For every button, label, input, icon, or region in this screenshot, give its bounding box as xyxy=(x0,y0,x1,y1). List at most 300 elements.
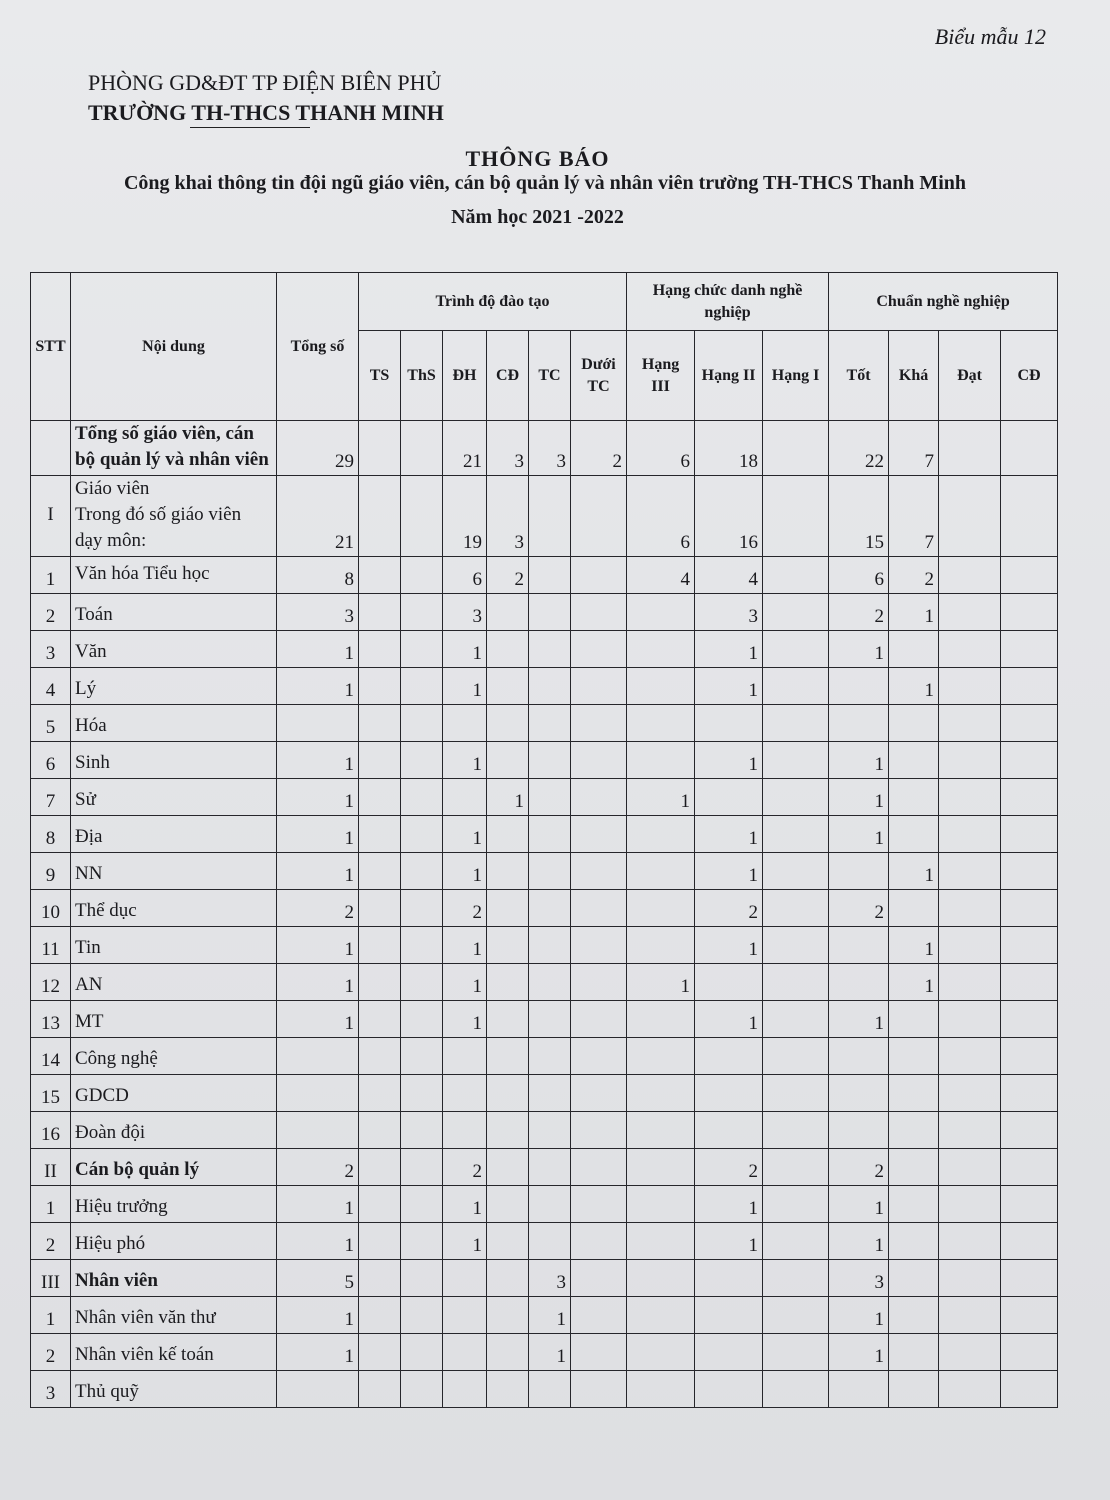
row-value xyxy=(401,927,443,964)
row-value: 1 xyxy=(277,1297,359,1334)
row-label: Văn hóa Tiểu học xyxy=(71,557,277,594)
row-value xyxy=(829,853,889,890)
row-value xyxy=(889,1334,939,1371)
row-value xyxy=(359,853,401,890)
row-value xyxy=(627,1371,695,1408)
row-value xyxy=(359,742,401,779)
row-value xyxy=(889,779,939,816)
row-value: 1 xyxy=(277,1334,359,1371)
row-value: 1 xyxy=(277,1186,359,1223)
header-stt: STT xyxy=(31,273,71,421)
row-value: 2 xyxy=(277,1149,359,1186)
row-value xyxy=(571,1149,627,1186)
row-value xyxy=(359,1112,401,1149)
row-value: 1 xyxy=(695,927,763,964)
subheader-cell: Khá xyxy=(889,331,939,421)
row-stt: 9 xyxy=(31,853,71,890)
row-value xyxy=(763,557,829,594)
row-value xyxy=(571,1075,627,1112)
row-value xyxy=(401,1038,443,1075)
row-value xyxy=(443,1297,487,1334)
row-value xyxy=(1001,1334,1058,1371)
row-value xyxy=(401,853,443,890)
row-value xyxy=(763,1223,829,1260)
row-value xyxy=(1001,668,1058,705)
row-value xyxy=(487,890,529,927)
table-row xyxy=(31,779,1058,816)
row-value xyxy=(571,557,627,594)
row-value: 1 xyxy=(829,1186,889,1223)
row-label: MT xyxy=(71,1001,277,1038)
row-value xyxy=(1001,742,1058,779)
row-value xyxy=(571,1371,627,1408)
row-value: 2 xyxy=(695,890,763,927)
row-value: 1 xyxy=(695,1186,763,1223)
row-value: 2 xyxy=(829,1149,889,1186)
row-label: Toán xyxy=(71,594,277,631)
row-value: 1 xyxy=(695,816,763,853)
table-row xyxy=(31,631,1058,668)
row-value: 1 xyxy=(695,1001,763,1038)
row-label: Tin xyxy=(71,927,277,964)
row-value: 1 xyxy=(277,927,359,964)
row-value: 1 xyxy=(695,668,763,705)
subheader-cell: CĐ xyxy=(487,331,529,421)
row-value xyxy=(627,705,695,742)
document-title: THÔNG BÁO xyxy=(465,146,610,171)
row-stt: 1 xyxy=(31,557,71,594)
row-value xyxy=(1001,1038,1058,1075)
row-value xyxy=(443,1371,487,1408)
row-value xyxy=(1001,1112,1058,1149)
row-value xyxy=(529,1186,571,1223)
row-value xyxy=(1001,816,1058,853)
row-value xyxy=(889,705,939,742)
row-value xyxy=(1001,705,1058,742)
row-value xyxy=(829,1075,889,1112)
row-value xyxy=(277,1112,359,1149)
row-label: Hiệu phó xyxy=(71,1223,277,1260)
row-value xyxy=(939,964,1001,1001)
row-value xyxy=(571,1223,627,1260)
row-value xyxy=(1001,1371,1058,1408)
subheader-cell: Hạng I xyxy=(763,331,829,421)
row-value xyxy=(763,779,829,816)
row-value xyxy=(529,631,571,668)
row-value: 1 xyxy=(829,1223,889,1260)
row-value xyxy=(401,1112,443,1149)
row-stt: 1 xyxy=(31,1297,71,1334)
row-value xyxy=(401,964,443,1001)
row-value xyxy=(889,1371,939,1408)
row-value xyxy=(939,1112,1001,1149)
row-value xyxy=(1001,1223,1058,1260)
row-stt: 3 xyxy=(31,1371,71,1408)
row-value: 3 xyxy=(695,594,763,631)
row-value xyxy=(889,1112,939,1149)
table-row xyxy=(31,557,1058,594)
row-value: 1 xyxy=(889,853,939,890)
row-value: 1 xyxy=(695,1223,763,1260)
row-value: 1 xyxy=(277,631,359,668)
row-value xyxy=(627,816,695,853)
row-value xyxy=(529,668,571,705)
row-stt: 1 xyxy=(31,1186,71,1223)
row-value xyxy=(939,1371,1001,1408)
row-value xyxy=(487,927,529,964)
row-value xyxy=(401,1223,443,1260)
row-value: 1 xyxy=(443,742,487,779)
row-value xyxy=(1001,1001,1058,1038)
row-value xyxy=(939,421,1001,476)
row-value xyxy=(939,1149,1001,1186)
row-value xyxy=(695,1297,763,1334)
table-row xyxy=(31,853,1058,890)
row-label: Hóa xyxy=(71,705,277,742)
row-value xyxy=(529,1001,571,1038)
row-value xyxy=(627,853,695,890)
table-row xyxy=(31,1075,1058,1112)
row-label: GDCD xyxy=(71,1075,277,1112)
table-row xyxy=(31,594,1058,631)
row-value: 5 xyxy=(277,1260,359,1297)
row-value xyxy=(889,890,939,927)
row-value: 2 xyxy=(829,890,889,927)
row-value xyxy=(763,816,829,853)
row-value xyxy=(487,1186,529,1223)
subheader-cell: Hạng III xyxy=(627,331,695,421)
row-value: 1 xyxy=(487,779,529,816)
row-value xyxy=(529,964,571,1001)
row-value: 22 xyxy=(829,421,889,476)
row-value: 1 xyxy=(627,779,695,816)
row-value xyxy=(763,1186,829,1223)
row-value: 1 xyxy=(889,964,939,1001)
row-value xyxy=(277,705,359,742)
row-value: 1 xyxy=(443,631,487,668)
row-value xyxy=(401,890,443,927)
row-value: 1 xyxy=(627,964,695,1001)
row-value: 1 xyxy=(829,1297,889,1334)
row-value xyxy=(571,927,627,964)
row-value: 1 xyxy=(443,927,487,964)
row-value xyxy=(277,1371,359,1408)
row-value: 3 xyxy=(277,594,359,631)
row-value: 29 xyxy=(277,421,359,476)
row-value: 2 xyxy=(571,421,627,476)
row-value xyxy=(359,1334,401,1371)
row-value xyxy=(627,742,695,779)
table-row xyxy=(31,705,1058,742)
row-value xyxy=(939,853,1001,890)
row-value xyxy=(627,1038,695,1075)
row-value xyxy=(487,1075,529,1112)
row-value xyxy=(627,1223,695,1260)
row-value xyxy=(829,927,889,964)
row-label: Địa xyxy=(71,816,277,853)
row-value xyxy=(829,1371,889,1408)
row-value xyxy=(1001,1297,1058,1334)
row-value: 1 xyxy=(829,816,889,853)
row-value xyxy=(829,1038,889,1075)
row-value xyxy=(1001,631,1058,668)
row-label: Tổng số giáo viên, cán bộ quản lý và nhân viên xyxy=(71,421,277,476)
row-value xyxy=(695,1112,763,1149)
row-value xyxy=(401,1186,443,1223)
row-stt: I xyxy=(31,476,71,557)
row-value xyxy=(627,594,695,631)
row-value xyxy=(443,1038,487,1075)
row-label: Nhân viên văn thư xyxy=(71,1297,277,1334)
row-value xyxy=(401,779,443,816)
row-value xyxy=(829,705,889,742)
row-value xyxy=(443,779,487,816)
document-subtitle: Công khai thông tin đội ngũ giáo viên, cán bộ quản lý và nhân viên trường TH-THCS Thanh Minh xyxy=(123,172,967,194)
row-value: 2 xyxy=(443,1149,487,1186)
row-value xyxy=(529,890,571,927)
row-value xyxy=(571,890,627,927)
subheader-cell: ĐH xyxy=(443,331,487,421)
subheader-cell: ThS xyxy=(401,331,443,421)
row-value xyxy=(627,927,695,964)
row-value xyxy=(529,1038,571,1075)
row-value xyxy=(359,927,401,964)
table-row xyxy=(31,1260,1058,1297)
row-stt: 16 xyxy=(31,1112,71,1149)
row-value: 2 xyxy=(443,890,487,927)
row-value xyxy=(571,1260,627,1297)
row-value xyxy=(763,1297,829,1334)
row-stt: 3 xyxy=(31,631,71,668)
row-value xyxy=(571,779,627,816)
row-value xyxy=(487,631,529,668)
row-value xyxy=(1001,1075,1058,1112)
row-value xyxy=(359,1223,401,1260)
row-value: 2 xyxy=(695,1149,763,1186)
row-value xyxy=(571,1038,627,1075)
row-label: Sử xyxy=(71,779,277,816)
table-row xyxy=(31,1038,1058,1075)
row-value: 6 xyxy=(829,557,889,594)
row-value xyxy=(359,1371,401,1408)
header-content: Nội dung xyxy=(71,273,277,421)
row-value xyxy=(1001,890,1058,927)
row-value: 1 xyxy=(277,742,359,779)
row-value: 3 xyxy=(443,594,487,631)
row-value xyxy=(359,668,401,705)
row-value xyxy=(939,1001,1001,1038)
row-value xyxy=(443,1075,487,1112)
row-value xyxy=(763,890,829,927)
row-stt: 2 xyxy=(31,594,71,631)
table-row xyxy=(31,668,1058,705)
row-value xyxy=(763,1001,829,1038)
row-value xyxy=(401,594,443,631)
row-value xyxy=(571,594,627,631)
row-value xyxy=(1001,853,1058,890)
row-value xyxy=(487,964,529,1001)
row-value xyxy=(571,476,627,557)
row-value xyxy=(939,631,1001,668)
row-value xyxy=(359,631,401,668)
row-value xyxy=(627,1075,695,1112)
row-value xyxy=(889,1038,939,1075)
row-value: 2 xyxy=(487,557,529,594)
row-value xyxy=(487,1038,529,1075)
row-value xyxy=(401,1334,443,1371)
row-value xyxy=(487,668,529,705)
row-value xyxy=(763,631,829,668)
table-row xyxy=(31,927,1058,964)
row-value: 1 xyxy=(443,853,487,890)
row-value: 1 xyxy=(443,816,487,853)
row-value xyxy=(695,705,763,742)
row-value xyxy=(889,816,939,853)
row-stt xyxy=(31,421,71,476)
row-value xyxy=(487,742,529,779)
row-value xyxy=(401,421,443,476)
row-value xyxy=(529,816,571,853)
row-value: 1 xyxy=(889,927,939,964)
row-value xyxy=(889,1223,939,1260)
row-value xyxy=(695,1371,763,1408)
school-underline xyxy=(190,127,310,128)
row-value: 15 xyxy=(829,476,889,557)
row-value xyxy=(359,890,401,927)
row-value xyxy=(627,1001,695,1038)
row-value: 2 xyxy=(829,594,889,631)
row-label: Cán bộ quản lý xyxy=(71,1149,277,1186)
row-value xyxy=(695,779,763,816)
row-value xyxy=(627,1186,695,1223)
row-value xyxy=(939,1038,1001,1075)
row-value xyxy=(939,1075,1001,1112)
table-row xyxy=(31,476,1058,557)
row-label: Thể dục xyxy=(71,890,277,927)
row-value xyxy=(359,557,401,594)
table-row xyxy=(31,816,1058,853)
header-standard: Chuẩn nghề nghiệp xyxy=(829,273,1058,331)
row-value xyxy=(529,1149,571,1186)
subheader-cell: CĐ xyxy=(1001,331,1058,421)
row-value xyxy=(763,853,829,890)
row-value: 1 xyxy=(443,1001,487,1038)
row-label: NN xyxy=(71,853,277,890)
row-value xyxy=(571,853,627,890)
subheader-cell: TS xyxy=(359,331,401,421)
row-value xyxy=(571,631,627,668)
row-label: Công nghệ xyxy=(71,1038,277,1075)
staff-table xyxy=(30,272,1058,1408)
row-value xyxy=(763,705,829,742)
row-value xyxy=(763,1038,829,1075)
row-value: 3 xyxy=(829,1260,889,1297)
row-value xyxy=(627,890,695,927)
table-row xyxy=(31,964,1058,1001)
row-value xyxy=(571,1001,627,1038)
row-value xyxy=(889,1260,939,1297)
row-value: 1 xyxy=(829,1334,889,1371)
row-value xyxy=(529,1371,571,1408)
row-value xyxy=(359,594,401,631)
row-stt: 2 xyxy=(31,1223,71,1260)
row-value xyxy=(359,421,401,476)
row-value xyxy=(1001,476,1058,557)
row-value xyxy=(401,1297,443,1334)
row-value xyxy=(487,816,529,853)
row-value xyxy=(571,1334,627,1371)
row-value xyxy=(829,1112,889,1149)
row-value xyxy=(529,476,571,557)
row-value xyxy=(277,1038,359,1075)
row-value xyxy=(763,1112,829,1149)
row-value xyxy=(889,631,939,668)
row-value xyxy=(695,1038,763,1075)
row-value xyxy=(939,779,1001,816)
table-row xyxy=(31,1371,1058,1408)
row-value xyxy=(487,1334,529,1371)
row-value xyxy=(487,853,529,890)
department-name: PHÒNG GD&ĐT TP ĐIỆN BIÊN PHỦ xyxy=(88,70,442,95)
row-value xyxy=(443,1112,487,1149)
row-value: 1 xyxy=(829,631,889,668)
row-stt: III xyxy=(31,1260,71,1297)
subheader-cell: TC xyxy=(529,331,571,421)
row-value: 1 xyxy=(443,668,487,705)
row-value xyxy=(939,927,1001,964)
row-value: 1 xyxy=(529,1334,571,1371)
row-stt: 11 xyxy=(31,927,71,964)
row-value xyxy=(889,1149,939,1186)
row-value: 21 xyxy=(277,476,359,557)
row-stt: 5 xyxy=(31,705,71,742)
row-value xyxy=(695,1260,763,1297)
row-value xyxy=(939,890,1001,927)
row-label: Đoàn đội xyxy=(71,1112,277,1149)
row-value xyxy=(401,1260,443,1297)
row-value: 1 xyxy=(277,1001,359,1038)
row-value xyxy=(939,668,1001,705)
row-value xyxy=(487,1371,529,1408)
row-value xyxy=(1001,779,1058,816)
row-value xyxy=(1001,1260,1058,1297)
table-row xyxy=(31,1112,1058,1149)
table-row xyxy=(31,1001,1058,1038)
row-value xyxy=(1001,964,1058,1001)
subheader-cell: Tốt xyxy=(829,331,889,421)
row-value: 1 xyxy=(443,964,487,1001)
row-value xyxy=(939,1223,1001,1260)
row-stt: 8 xyxy=(31,816,71,853)
row-value: 1 xyxy=(277,816,359,853)
row-value xyxy=(359,1186,401,1223)
row-value xyxy=(763,1149,829,1186)
row-value: 1 xyxy=(443,1223,487,1260)
row-label: Thủ quỹ xyxy=(71,1371,277,1408)
row-value xyxy=(889,1186,939,1223)
row-stt: 2 xyxy=(31,1334,71,1371)
row-value: 2 xyxy=(277,890,359,927)
row-value xyxy=(939,816,1001,853)
row-value xyxy=(359,816,401,853)
row-label: Nhân viên xyxy=(71,1260,277,1297)
row-value xyxy=(939,476,1001,557)
row-value: 19 xyxy=(443,476,487,557)
row-value xyxy=(359,964,401,1001)
row-value xyxy=(359,1149,401,1186)
row-value xyxy=(529,779,571,816)
row-label: Hiệu trưởng xyxy=(71,1186,277,1223)
